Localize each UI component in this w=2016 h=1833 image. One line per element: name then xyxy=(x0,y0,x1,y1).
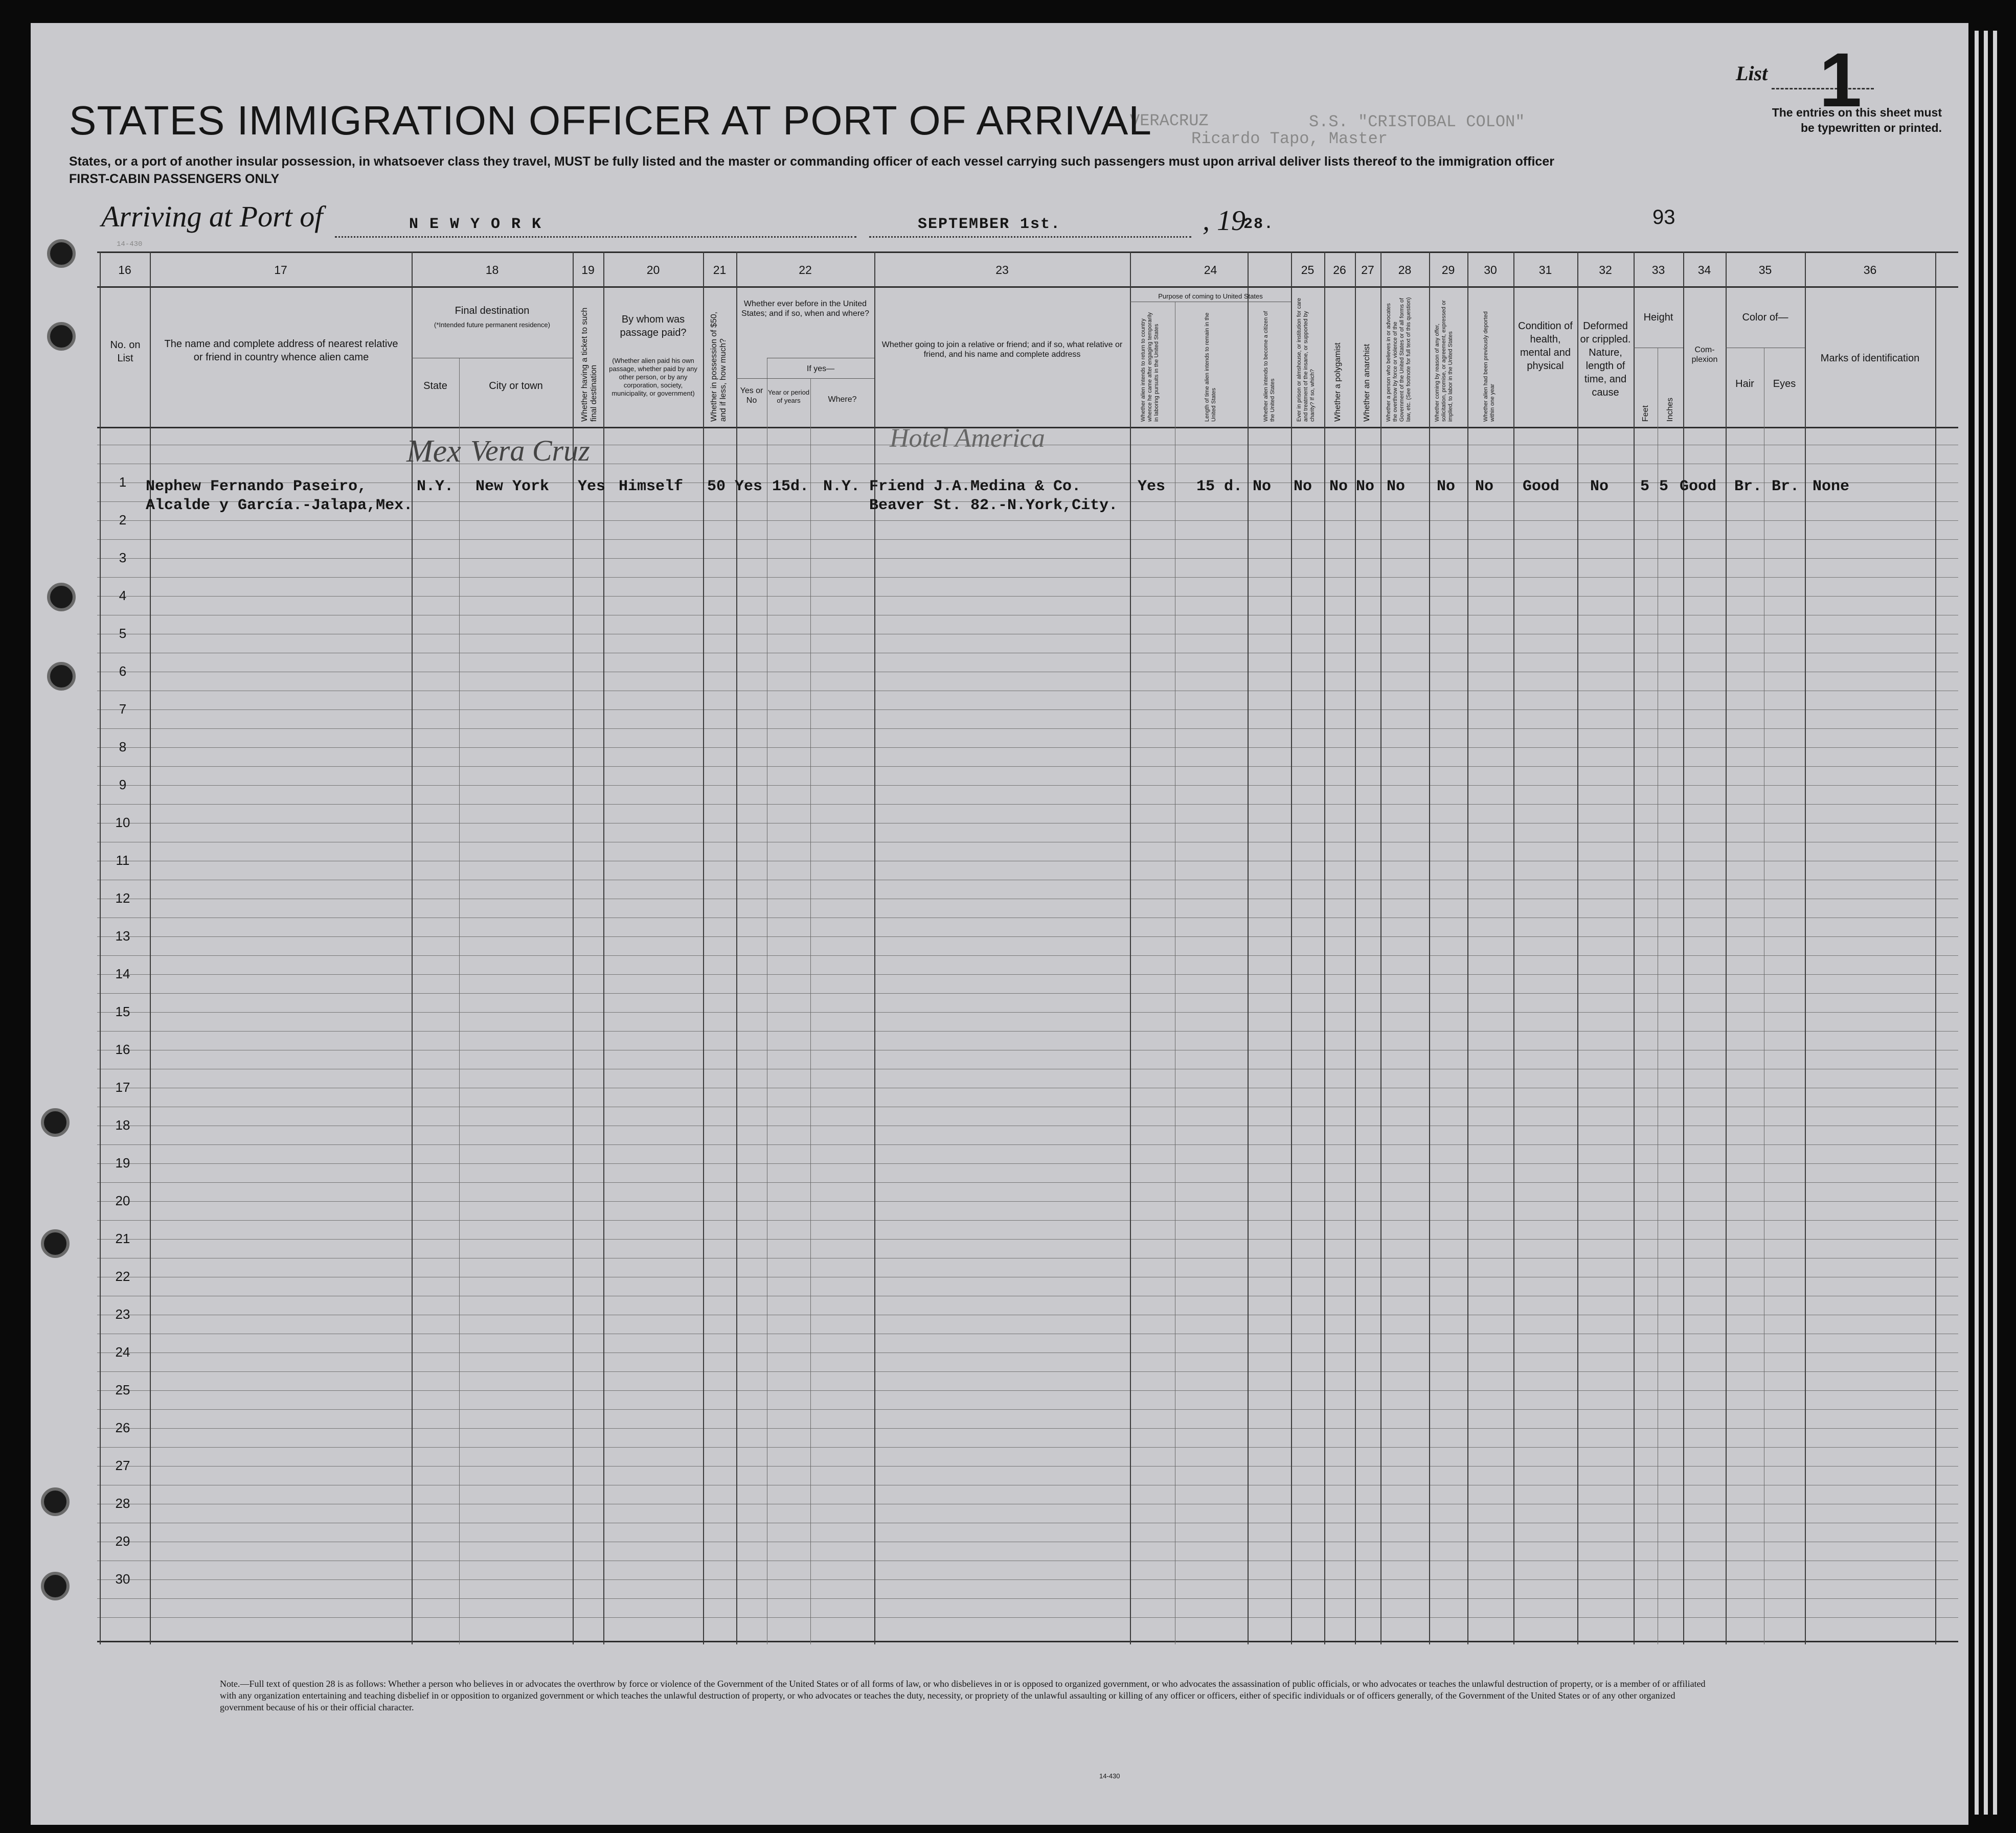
header-where: Where? xyxy=(828,395,857,404)
cell-eyes: Br. xyxy=(1772,478,1800,495)
row-line xyxy=(97,1390,1958,1391)
column-line xyxy=(1513,251,1514,1644)
column-line xyxy=(1935,251,1936,1644)
column-number: 17 xyxy=(274,263,287,277)
row-number: 29 xyxy=(115,1533,130,1549)
header-money: Whether in possession of $50, and if less, how much? xyxy=(710,311,728,422)
cell-passage-paid: Himself xyxy=(619,478,684,495)
page-number: 93 xyxy=(1652,206,1675,228)
manifest-sheet xyxy=(31,23,1968,1825)
row-number: 12 xyxy=(115,890,130,906)
city-handwritten: Vera Cruz xyxy=(470,434,590,467)
row-line xyxy=(97,577,1958,578)
list-label: List xyxy=(1736,62,1768,85)
row-line xyxy=(97,539,1958,540)
binder-hole xyxy=(47,583,76,611)
column-line xyxy=(736,251,737,1644)
cell-citizen-intent: No xyxy=(1253,478,1272,495)
binder-hole xyxy=(41,1108,70,1137)
row-line xyxy=(97,804,1958,805)
row-number: 5 xyxy=(119,626,127,641)
header-deformed: Deformed or crippled. Nature, length of time, and cause xyxy=(1580,320,1631,398)
notice-text: States, or a port of another insular possession, in whatsoever class they travel, MUST be fully listed and the master or commanding officer of each vessel carrying such passengers must upon arrival deliver lists thereof to the immigration officer xyxy=(69,154,1554,169)
cell-complexion: Good xyxy=(1680,478,1717,495)
binder-hole xyxy=(41,1229,70,1258)
binder-hole xyxy=(41,1487,70,1516)
cell-health: Good xyxy=(1523,478,1560,495)
cell-prison: No xyxy=(1294,478,1312,495)
cell-deported: No xyxy=(1475,478,1494,495)
row-number: 2 xyxy=(119,512,127,528)
table-bottom-rule xyxy=(97,1641,1958,1642)
entries-note-line: The entries on this sheet must xyxy=(1772,106,1942,119)
cell-inches: 5 xyxy=(1659,478,1669,495)
header-ticket: Whether having a ticket to such final destination xyxy=(580,307,598,422)
header-no-on-list: No. on List xyxy=(110,339,141,364)
column-line xyxy=(810,378,811,1644)
column-line xyxy=(100,251,101,1644)
cell-anarchist: No xyxy=(1356,478,1375,495)
row-line xyxy=(97,1447,1958,1448)
row-number: 22 xyxy=(115,1269,130,1284)
cell-period: 15d. xyxy=(772,478,809,495)
row-line xyxy=(97,785,1958,786)
year-prefix: , 19 xyxy=(1203,205,1245,237)
row-line xyxy=(97,1182,1958,1183)
row-line xyxy=(97,1598,1958,1599)
binder-hole xyxy=(47,239,76,268)
date-value: SEPTEMBER 1st. xyxy=(918,216,1061,233)
footnote-form-code: 14-430 xyxy=(1099,1772,1120,1780)
header-final-destination: Final destination xyxy=(455,305,530,316)
header-anarchist: Whether an anarchist xyxy=(1363,343,1371,422)
column-line xyxy=(874,251,875,1644)
column-number: 16 xyxy=(118,263,131,277)
cell-city: New York xyxy=(475,478,550,495)
header-passage-paid: By whom was passage paid? xyxy=(620,314,687,338)
row-number: 20 xyxy=(115,1193,130,1208)
form-title: STATES IMMIGRATION OFFICER AT PORT OF ARRIVAL xyxy=(69,98,1152,143)
cell-where: N.Y. xyxy=(823,478,860,495)
arriving-label: Arriving at Port of xyxy=(101,200,323,233)
header-complexion: Com-plexion xyxy=(1691,346,1718,364)
column-line xyxy=(1380,251,1381,1644)
cell-length-stay: 15 d. xyxy=(1196,478,1243,495)
row-line xyxy=(97,1239,1958,1240)
row-line xyxy=(97,1201,1958,1202)
column-number: 31 xyxy=(1538,263,1552,277)
row-line xyxy=(97,766,1958,767)
row-line xyxy=(97,1163,1958,1164)
column-line xyxy=(1355,251,1356,1644)
column-number: 36 xyxy=(1863,263,1877,277)
column-line xyxy=(1467,251,1468,1644)
header-feet: Feet xyxy=(1641,405,1650,422)
column-number: 20 xyxy=(646,263,660,277)
row-line xyxy=(97,1012,1958,1013)
binder-hole xyxy=(47,662,76,691)
header-health: Condition of health, mental and physical xyxy=(1518,320,1573,372)
list-number: 1 xyxy=(1819,37,1862,123)
cell-money: 50 xyxy=(707,478,726,495)
column-line xyxy=(703,251,704,1644)
header-marks: Marks of identification xyxy=(1820,353,1920,364)
cell-state: N.Y. xyxy=(417,478,454,495)
row-line xyxy=(97,1031,1958,1032)
column-number: 27 xyxy=(1361,263,1374,277)
binder-hole xyxy=(47,322,76,351)
page-edge xyxy=(1984,31,1988,1815)
header-prison: Ever in prison or almshouse, or institution for care and treatment of the insane, or supported by charity? If so, which? xyxy=(1296,297,1316,422)
header-before-us: Whether ever before in the United States; and if so, when and where? xyxy=(741,300,869,318)
column-number: 35 xyxy=(1758,263,1772,277)
column-line xyxy=(1805,251,1806,1644)
column-number: 23 xyxy=(995,263,1009,277)
header-city: City or town xyxy=(489,380,543,392)
relative-name: Nephew Fernando Paseiro, xyxy=(146,478,367,495)
row-line xyxy=(97,520,1958,521)
row-line xyxy=(97,1428,1958,1429)
cell-ticket: Yes xyxy=(578,478,606,495)
row-line xyxy=(97,709,1958,710)
header-passage-paid-sub: (Whether alien paid his own passage, whether paid by any other person, or by any corporation, society, municipality, or government) xyxy=(609,357,697,397)
header-length-stay: Length of time alien intends to remain in the United States xyxy=(1204,312,1217,422)
page-edge xyxy=(1993,31,1997,1815)
row-number: 17 xyxy=(115,1080,130,1095)
cell-join-line2: Beaver St. 82.-N.York,City. xyxy=(869,497,1118,514)
cell-feet: 5 xyxy=(1640,478,1650,495)
row-line xyxy=(97,1617,1958,1618)
row-number: 14 xyxy=(115,966,130,981)
column-line xyxy=(1324,251,1325,1644)
header-join-relative: Whether going to join a relative or friend; and if so, what relative or friend, and his name and complete address xyxy=(881,340,1123,359)
column-line xyxy=(1726,251,1727,1644)
header-year-period: Year or period of years xyxy=(767,388,810,404)
page-edge xyxy=(1975,31,1979,1815)
header-inches: Inches xyxy=(1666,397,1674,422)
column-line xyxy=(1291,251,1292,1644)
state-handwritten: Mex xyxy=(406,434,461,469)
header-if-yes: If yes— xyxy=(806,364,835,373)
header-yes-no: Yes or No xyxy=(740,386,763,405)
typed-port: VERACRUZ xyxy=(1130,111,1209,130)
cell-join-line1: Friend J.A.Medina & Co. xyxy=(869,478,1081,495)
column-number: 25 xyxy=(1301,263,1315,277)
row-number: 27 xyxy=(115,1458,130,1473)
column-line xyxy=(150,251,151,1644)
header-state: State xyxy=(423,380,447,392)
port-line xyxy=(335,236,856,238)
column-number: 21 xyxy=(713,263,727,277)
cell-return-intent: Yes xyxy=(1138,478,1166,495)
row-number: 19 xyxy=(115,1155,130,1171)
row-number: 8 xyxy=(119,739,127,754)
row-number: 1 xyxy=(119,474,127,490)
binder-hole xyxy=(41,1572,70,1600)
column-number: 26 xyxy=(1333,263,1346,277)
row-number: 3 xyxy=(119,550,127,565)
row-line xyxy=(97,558,1958,559)
row-number: 13 xyxy=(115,928,130,944)
row-line xyxy=(97,1220,1958,1221)
column-number-rule xyxy=(97,286,1958,288)
column-line xyxy=(1683,251,1684,1644)
row-number: 15 xyxy=(115,1004,130,1019)
row-number: 28 xyxy=(115,1496,130,1511)
column-number: 19 xyxy=(581,263,595,277)
cell-polygamist: No xyxy=(1329,478,1348,495)
row-line xyxy=(97,993,1958,994)
column-line xyxy=(1248,251,1249,1644)
column-number: 34 xyxy=(1697,263,1711,277)
cell-marks: None xyxy=(1813,478,1850,495)
row-line xyxy=(97,936,1958,937)
entries-note-line: be typewritten or printed. xyxy=(1800,121,1942,134)
column-number: 29 xyxy=(1441,263,1455,277)
column-line xyxy=(1634,251,1635,1644)
typed-master: Ricardo Tapo, Master xyxy=(1191,129,1388,148)
row-number: 7 xyxy=(119,701,127,717)
header-return-intent: Whether alien intends to return to country whence he came after engaging temporarily in laboring pursuits in the United States xyxy=(1140,312,1160,422)
column-number: 30 xyxy=(1484,263,1497,277)
row-line xyxy=(97,596,1958,597)
row-line xyxy=(97,747,1958,748)
cell-labor-offer: No xyxy=(1437,478,1456,495)
row-number: 26 xyxy=(115,1420,130,1435)
cell-deformed: No xyxy=(1590,478,1609,495)
cell-hair: Br. xyxy=(1734,478,1762,495)
column-line xyxy=(1577,251,1578,1644)
table-top-rule xyxy=(97,251,1958,253)
row-number: 18 xyxy=(115,1117,130,1133)
row-number: 30 xyxy=(115,1571,130,1587)
column-number: 32 xyxy=(1599,263,1612,277)
entries-note xyxy=(1676,105,1942,135)
row-number: 11 xyxy=(116,853,130,868)
row-number: 16 xyxy=(115,1042,130,1057)
column-number: 28 xyxy=(1398,263,1412,277)
cell-overthrow: No xyxy=(1387,478,1406,495)
column-number: 18 xyxy=(485,263,499,277)
header-purpose: Purpose of coming to United States xyxy=(1158,292,1263,300)
header-height: Height xyxy=(1643,312,1673,323)
header-deported: Whether alien had been previously deported within one year xyxy=(1483,311,1496,422)
form-code: 14-430 xyxy=(117,240,143,248)
row-line xyxy=(97,1409,1958,1410)
relative-address: Alcalde y García.-Jalapa,Mex. xyxy=(146,497,413,514)
row-line xyxy=(97,974,1958,975)
row-line xyxy=(97,1579,1958,1580)
column-number: 22 xyxy=(799,263,812,277)
column-number: 33 xyxy=(1651,263,1665,277)
row-number: 25 xyxy=(115,1382,130,1397)
header-relative-address: The name and complete address of nearest relative or friend in country whence alien came xyxy=(164,338,398,363)
typed-vessel: S.S. "CRISTOBAL COLON" xyxy=(1309,112,1525,131)
sub-divider xyxy=(736,378,874,379)
header-eyes: Eyes xyxy=(1773,378,1796,389)
row-line xyxy=(97,1144,1958,1145)
column-line xyxy=(1130,251,1131,1644)
year-suffix: 28. xyxy=(1243,216,1275,233)
row-line xyxy=(97,1466,1958,1467)
header-overthrow: Whether a person who believes in or advocates the overthrow by force or violence of the Government of the United States or of all forms of law, etc. (See footnote for full text of this question) xyxy=(1386,297,1412,422)
column-line xyxy=(1429,251,1430,1644)
header-polygamist: Whether a polygamist xyxy=(1333,342,1342,422)
date-line xyxy=(869,236,1191,238)
row-number: 24 xyxy=(115,1344,130,1360)
row-number: 23 xyxy=(115,1307,130,1322)
port-value: N E W Y O R K xyxy=(409,216,542,233)
row-line xyxy=(97,955,1958,956)
footnote-question-28: Note.—Full text of question 28 is as follows: Whether a person who believes in or advocates the overthrow by force or violence of the Government of the United States or of all forms of law, or who disbelieves in or is opposed to organized government, or who advocates the assassination of public officials, or who advocates or teaches the unlawful destruction of property, or is a member of or affiliated with any organization entertaining and teaching disbelief in or opposition to organized government or which teaches the unlawful destruction of property, or who advocates or teaches the duty, necessity, or propriety of the unlawful assaulting or killing of any officer or officers, either of specific individuals or of officers generally, of the Government of the United States or of any other organized government because of his or their official character. xyxy=(220,1679,1706,1712)
join-handwritten: Hotel America xyxy=(890,424,1045,453)
header-color-of: Color of— xyxy=(1742,312,1788,323)
column-line xyxy=(459,358,460,1644)
header-citizen-intent: Whether alien intends to become a citizen of the United States xyxy=(1263,311,1276,422)
column-line xyxy=(603,251,604,1644)
row-number: 21 xyxy=(115,1231,130,1246)
cell-before-us: Yes xyxy=(735,478,763,495)
header-final-destination-sub: (*Intended future permanent residence) xyxy=(434,321,550,329)
row-number: 10 xyxy=(115,815,130,830)
column-number: 24 xyxy=(1204,263,1217,277)
row-number: 4 xyxy=(119,588,127,603)
row-number: 6 xyxy=(119,663,127,679)
notice-first-cabin: FIRST-CABIN PASSENGERS ONLY xyxy=(69,172,280,186)
header-labor-offer: Whether coming by reason of any offer, solicitation, promise, or agreement, expressed or implied, to labor in the United States xyxy=(1434,300,1454,422)
row-number: 9 xyxy=(119,777,127,792)
row-line xyxy=(97,1371,1958,1372)
row-line xyxy=(97,728,1958,729)
header-hair: Hair xyxy=(1735,378,1754,389)
